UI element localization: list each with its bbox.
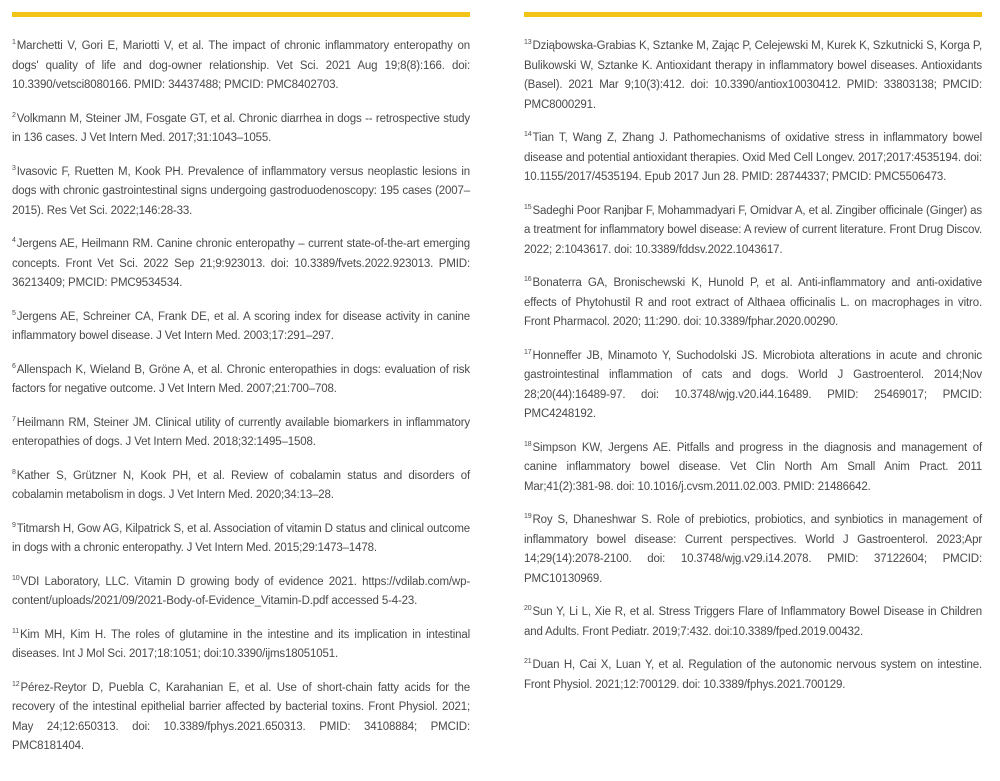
reference-text: Titmarsh H, Gow AG, Kilpatrick S, et al. Association of vitamin D status and clinical outcome in dogs with a chronic enteropathy. J Vet Intern Med. 2015;29:1473–1478.: [12, 522, 470, 554]
reference-item: [524, 202, 982, 261]
reference-number: 8: [12, 468, 16, 476]
reference-number: 6: [12, 362, 16, 370]
reference-text: Pérez-Reytor D, Puebla C, Karahanian E, et al. Use of short-chain fatty acids for the recovery of the intestinal epithelial barrier affected by bacterial toxins. Front Physiol. 2021; May 24;12:650313. doi: 10.3389/fphys.2021.650313. PMID: 34108884; PMCID: PMC8181404.: [12, 681, 470, 752]
reference-text: Volkmann M, Steiner JM, Fosgate GT, et al. Chronic diarrhea in dogs -- retrospective study in 136 cases. J Vet Intern Med. 2017;31:1043–1055.: [12, 112, 470, 144]
reference-number: 12: [12, 680, 20, 688]
reference-text: Allenspach K, Wieland B, Gröne A, et al. Chronic enteropathies in dogs: evaluation of risk factors for negative outcome. J Vet Intern Med. 2007;21:700–708.: [12, 363, 470, 395]
reference-item: [12, 679, 470, 757]
reference-text: Marchetti V, Gori E, Mariotti V, et al. The impact of chronic inflammatory enteropathy on dogs' quality of life and dog-owner relationship. Vet Sci. 2021 Aug 19;8(8):166. doi: 10.3390/vetsci8080166. PMID: 34437488; PMCID: PMC8402703.: [12, 40, 470, 91]
reference-number: 5: [12, 309, 16, 317]
left-column: [12, 12, 470, 771]
reference-number: 9: [12, 521, 16, 529]
reference-text: Kather S, Grützner N, Kook PH, et al. Review of cobalamin status and disorders of cobalamin metabolism in dogs. J Vet Intern Med. 2020;34:13–28.: [12, 469, 470, 501]
reference-item: [524, 439, 982, 498]
reference-text: Bonaterra GA, Bronischewski K, Hunold P, et al. Anti-inflammatory and anti-oxidative effects of Phytohustil R and root extract of Althaea officinalis L. on macrophages in vitro. Front Pharmacol. 2020; 11:290. doi: 10.3389/fphar.2020.00290.: [524, 277, 982, 328]
reference-item: [524, 511, 982, 589]
reference-text: Sun Y, Li L, Xie R, et al. Stress Triggers Flare of Inflammatory Bowel Disease in Children and Adults. Front Pediatr. 2019;7:432. doi:10.3389/fped.2019.00432.: [524, 606, 982, 638]
reference-number: 11: [12, 627, 19, 635]
reference-text: Heilmann RM, Steiner JM. Clinical utility of currently available biomarkers in inflammatory enteropathies of dogs. J Vet Intern Med. 2018;32:1495–1508.: [12, 416, 470, 448]
reference-item: [524, 656, 982, 695]
reference-item: [524, 347, 982, 425]
reference-text: Duan H, Cai X, Luan Y, et al. Regulation of the autonomic nervous system on intestine. Front Physiol. 2021;12:700129. doi: 10.3389/fphys.2021.700129.: [524, 659, 982, 691]
reference-number: 19: [524, 513, 532, 520]
reference-item: [12, 163, 470, 222]
reference-text: Kim MH, Kim H. The roles of glutamine in the intestine and its implication in intestinal diseases. Int J Mol Sci. 2017;18:1051; doi:10.3390/ijms18051051.: [12, 628, 470, 660]
reference-text: Jergens AE, Heilmann RM. Canine chronic enteropathy – current state-of-the-art emerging concepts. Front Vet Sci. 2022 Sep 21;9:923013. doi: 10.3389/fvets.2022.923013. PMID: 36213409; PMCID: PMC9534534.: [12, 238, 470, 289]
reference-number: 7: [12, 415, 16, 423]
reference-number: 1: [12, 39, 16, 46]
reference-number: 16: [524, 276, 532, 283]
reference-item: [524, 129, 982, 188]
reference-item: [12, 573, 470, 612]
reference-text: Dziąbowska-Grabias K, Sztanke M, Zając P, Celejewski M, Kurek K, Szkutnicki S, Korga P, Bulikowski W, Sztanke K. Antioxidant therapy in inflammatory bowel diseases. Antioxidants (Basel). 2021 Mar 9;10(3):412. doi: 10.3390/antiox10030412. PMID: 33803138; PMCID: PMC8000291.: [524, 40, 982, 111]
reference-text: VDI Laboratory, LLC. Vitamin D growing body of evidence 2021. https://vdilab.com/wp-content/uploads/2021/09/2021-Body-of-Evidence_Vitamin-D.pdf accessed 5-4-23.: [12, 575, 470, 607]
reference-number: 10: [12, 574, 20, 582]
right-reference-list: [524, 37, 982, 695]
reference-text: Jergens AE, Schreiner CA, Frank DE, et al. A scoring index for disease activity in canine inflammatory bowel disease. J Vet Intern Med. 2003;17:291–297.: [12, 310, 470, 342]
reference-item: [12, 520, 470, 559]
right-accent-rule: [524, 12, 982, 17]
reference-number: 13: [524, 39, 532, 46]
reference-text: Ivasovic F, Ruetten M, Kook PH. Prevalence of inflammatory versus neoplastic lesions in dogs with chronic gastrointestinal signs undergoing gastroduodenoscopy: 195 cases (2007–2015). Res Vet Sci. 2022;146:28-33.: [12, 165, 470, 217]
reference-text: Roy S, Dhaneshwar S. Role of prebiotics, probiotics, and synbiotics in management of inflammatory bowel disease: Current perspectives. World J Gastroenterol. 2023;Apr 14;29(14):2078-2100. doi: 10.3748/wjg.v29.i14.2078. PMID: 37122604; PMCID: PMC10130969.: [524, 514, 982, 585]
reference-item: [524, 274, 982, 333]
reference-item: [12, 110, 470, 149]
reference-text: Sadeghi Poor Ranjbar F, Mohammadyari F, Omidvar A, et al. Zingiber officinale (Ginger) as a treatment for inflammatory bowel disease: A review of current literature. Front Drug Discov. 2022; 2:1043617. doi: 10.3389/fddsv.2022.1043617.: [524, 204, 982, 256]
reference-number: 3: [12, 164, 16, 172]
reference-number: 17: [524, 348, 532, 356]
reference-number: 20: [524, 605, 532, 612]
reference-item: [12, 414, 470, 453]
right-column: [524, 12, 982, 709]
reference-number: 15: [524, 203, 532, 211]
reference-number: 21: [524, 658, 532, 665]
reference-item: [524, 37, 982, 115]
left-reference-list: [12, 37, 470, 757]
reference-text: Tian T, Wang Z, Zhang J. Pathomechanisms of oxidative stress in inflammatory bowel disease and potential antioxidant therapies. Oxid Med Cell Longev. 2017;2017:4535194. doi: 10.1155/2017/4535194. Epub 2017 Jun 28. PMID: 28744337; PMCID: PMC5506473.: [524, 132, 982, 183]
reference-number: 2: [12, 111, 16, 119]
reference-item: [524, 603, 982, 642]
reference-item: [12, 308, 470, 347]
reference-number: 4: [12, 237, 16, 244]
reference-text: Honneffer JB, Minamoto Y, Suchodolski JS. Microbiota alterations in acute and chronic gastrointestinal inflammation of cats and dogs. World J Gastroenterol. 2014;Nov 28;20(44):16489-97. doi: 10.3748/wjg.v20.i44.16489. PMID: 25469017; PMCID: PMC4248192.: [524, 349, 982, 420]
reference-number: 18: [524, 440, 532, 448]
reference-item: [12, 235, 470, 294]
left-accent-rule: [12, 12, 470, 17]
reference-item: [12, 467, 470, 506]
reference-item: [12, 626, 470, 665]
reference-item: [12, 37, 470, 96]
reference-number: 14: [524, 131, 532, 138]
reference-text: Simpson KW, Jergens AE. Pitfalls and progress in the diagnosis and management of canine inflammatory bowel disease. Vet Clin North Am Small Anim Pract. 2011 Mar;41(2):381-98. doi: 10.1016/j.cvsm.2011.02.003. PMID: 21486642.: [524, 441, 982, 493]
reference-item: [12, 361, 470, 400]
